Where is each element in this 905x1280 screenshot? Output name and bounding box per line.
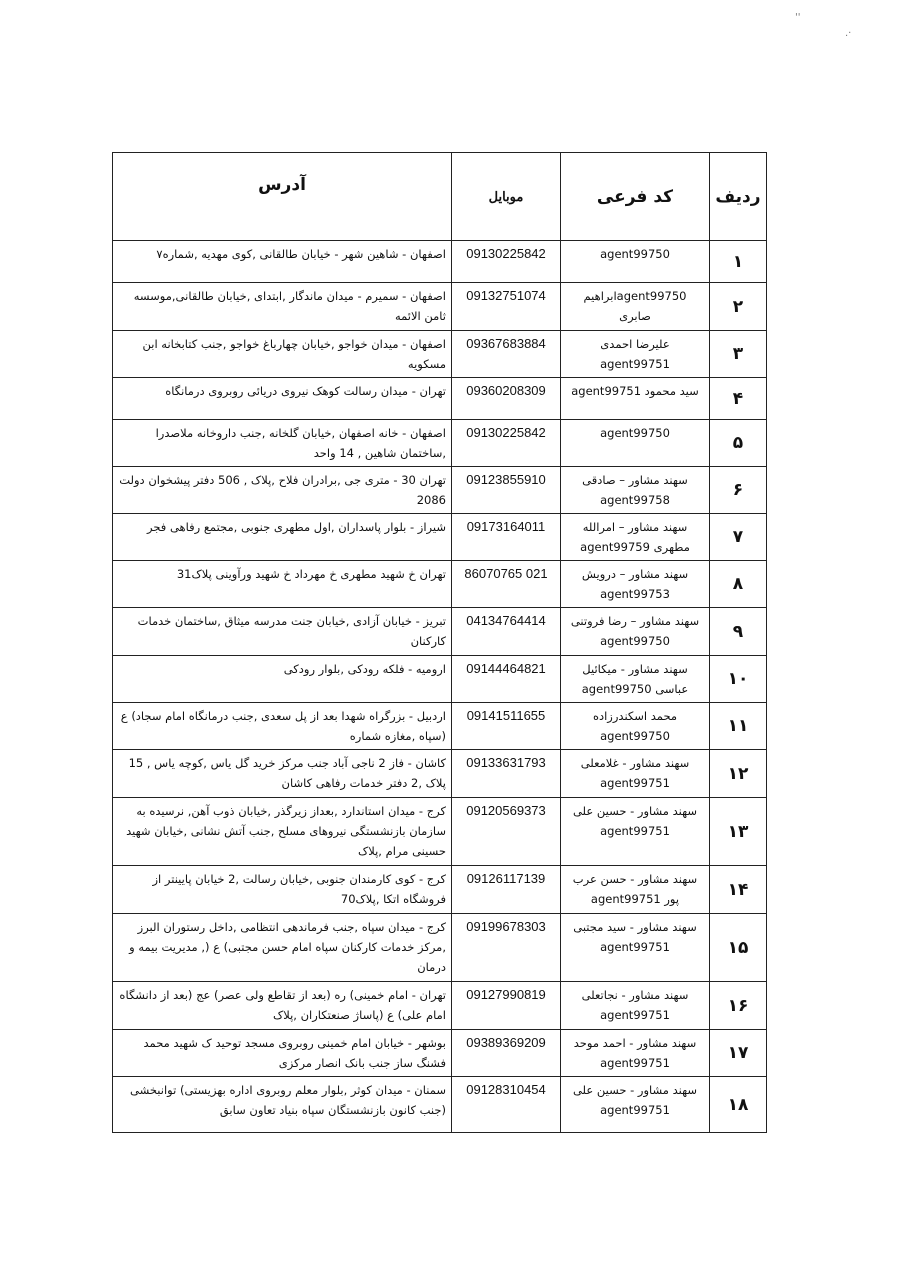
row-code: سهند مشاور - احمد موحد agent99751 xyxy=(561,1030,710,1077)
row-index: ۱۴ xyxy=(710,866,767,914)
row-index: ۶ xyxy=(710,467,767,514)
row-code: agent99750 xyxy=(561,241,710,283)
row-code: سهند مشاور – امرالله مطهری agent99759 xyxy=(561,514,710,561)
table-row xyxy=(113,1077,767,1133)
table-row xyxy=(113,283,767,331)
row-index: ۳ xyxy=(710,331,767,378)
row-address: ارومیه - فلکه رودکی ,بلوار رودکی xyxy=(113,656,452,703)
table-row xyxy=(113,561,767,608)
row-mobile: 09123855910 xyxy=(452,467,561,514)
row-address: کاشان - فاز 2 ناجی آباد جنب مرکز خرید گل یاس ,کوچه یاس , 15 پلاک ,2 دفتر خدمات رفاهی کاشان xyxy=(113,750,452,798)
row-index: ۷ xyxy=(710,514,767,561)
row-mobile: 09128310454 xyxy=(452,1077,561,1133)
row-address: سمنان - میدان کوثر ,بلوار معلم روبروی اداره بهزیستی) توانبخشی (جنب کانون بازنشستگان سپاه بنیاد تعاون سابق xyxy=(113,1077,452,1133)
row-index: ۱۸ xyxy=(710,1077,767,1133)
row-index: ۸ xyxy=(710,561,767,608)
row-address: اردبیل - بزرگراه شهدا بعد از پل سعدی ,جنب درمانگاه امام سجاد) ع (سپاه ,مغازه شماره xyxy=(113,703,452,750)
row-code: agent99750ابراهیم صابری xyxy=(561,283,710,331)
row-index: ۴ xyxy=(710,378,767,420)
row-index: ۹ xyxy=(710,608,767,656)
row-code: سهند مشاور - غلامعلی agent99751 xyxy=(561,750,710,798)
table-row xyxy=(113,703,767,750)
row-address: بوشهر - خیابان امام خمینی روبروی مسجد توحید ک شهید محمد فشنگ ساز جنب بانک انصار مرکزی xyxy=(113,1030,452,1077)
row-mobile: 09173164011 xyxy=(452,514,561,561)
row-index: ۱۷ xyxy=(710,1030,767,1077)
row-address: تهران - امام خمینی) ره (بعد از تقاطع ولی عصر) عج (بعد از دانشگاه امام علی) ع (پاساژ صنعتکاران ,پلاک xyxy=(113,982,452,1030)
table-row xyxy=(113,467,767,514)
row-address: کرج - کوی کارمندان جنوبی ,خیابان رسالت ,2 خیابان پایینتر از فروشگاه اتکا ,پلاک70 xyxy=(113,866,452,914)
table-row xyxy=(113,656,767,703)
row-address: تهران خ شهید مطهری خ مهرداد خ شهید ورآوینی پلاک31 xyxy=(113,561,452,608)
row-mobile: 09126117139 xyxy=(452,866,561,914)
row-index: ۱۳ xyxy=(710,798,767,866)
table-row xyxy=(113,514,767,561)
row-address: اصفهان - خانه اصفهان ,خیابان گلخانه ,جنب داروخانه ملاصدرا ,ساختمان شاهین , 14 واحد xyxy=(113,420,452,467)
table-row xyxy=(113,866,767,914)
agent-list-sheet xyxy=(112,152,767,1133)
row-mobile: 09144464821 xyxy=(452,656,561,703)
row-mobile: 09199678303 xyxy=(452,914,561,982)
table-row xyxy=(113,241,767,283)
table-header-row xyxy=(113,153,767,241)
row-code: سید محمود agent99751 xyxy=(561,378,710,420)
row-mobile: 09130225842 xyxy=(452,420,561,467)
row-code: سهند مشاور - حسن عرب پور agent99751 xyxy=(561,866,710,914)
header-mobile: موبایل xyxy=(452,153,561,241)
table-row xyxy=(113,750,767,798)
row-mobile: 09367683884 xyxy=(452,331,561,378)
header-code: کد فرعی xyxy=(561,153,710,241)
row-index: ۱۲ xyxy=(710,750,767,798)
table-body xyxy=(113,241,767,1133)
row-code: علیرضا احمدی agent99751 xyxy=(561,331,710,378)
row-mobile: 04134764414 xyxy=(452,608,561,656)
row-address: کرج - میدان سپاه ,جنب فرماندهی انتظامی ,داخل رستوران البرز ,مرکز خدمات کارکنان سپاه امام حسن مجتبی) ع (, مدیریت بیمه و درمان xyxy=(113,914,452,982)
table-row xyxy=(113,798,767,866)
header-address: آدرس xyxy=(113,153,452,241)
row-mobile: 09360208309 xyxy=(452,378,561,420)
row-code: سهند مشاور - حسین علی agent99751 xyxy=(561,798,710,866)
row-address: شیراز - بلوار پاسداران ,اول مطهری جنوبی ,مجتمع رفاهی فجر xyxy=(113,514,452,561)
row-index: ۲ xyxy=(710,283,767,331)
row-mobile: 09120569373 xyxy=(452,798,561,866)
row-index: ۵ xyxy=(710,420,767,467)
row-index: ۱۵ xyxy=(710,914,767,982)
row-code: agent99750 xyxy=(561,420,710,467)
row-index: ۱۶ xyxy=(710,982,767,1030)
row-mobile: 09389369209 xyxy=(452,1030,561,1077)
row-mobile: 09127990819 xyxy=(452,982,561,1030)
table-row xyxy=(113,331,767,378)
row-mobile: 09141511655 xyxy=(452,703,561,750)
row-code: سهند مشاور – رضا فروتنی agent99750 xyxy=(561,608,710,656)
table-row xyxy=(113,1030,767,1077)
row-index: ۱۱ xyxy=(710,703,767,750)
row-code: سهند مشاور - سید مجتبی agent99751 xyxy=(561,914,710,982)
row-code: محمد اسکندرزاده agent99750 xyxy=(561,703,710,750)
row-address: اصفهان - میدان خواجو ,خیابان چهارباغ خواجو ,جنب کتابخانه ابن مسکویه xyxy=(113,331,452,378)
row-address: کرج - میدان استاندارد ,بعداز زیرگذر ,خیابان ذوب آهن, نرسیده به سازمان بازنشستگی نیروهای مسلح ,جنب آتش نشانی ,خیابان شهید حسینی مرام ,پلاک xyxy=(113,798,452,866)
row-address: تبریز - خیابان آزادی ,خیابان جنت مدرسه میثاق ,ساختمان خدمات کارکنان xyxy=(113,608,452,656)
table-row xyxy=(113,378,767,420)
row-address: تهران - میدان رسالت کوهک نیروی دریائی روبروی درمانگاه xyxy=(113,378,452,420)
table-row xyxy=(113,982,767,1030)
row-mobile: 09133631793 xyxy=(452,750,561,798)
row-code: سهند مشاور - میکائیل عباسی agent99750 xyxy=(561,656,710,703)
row-code: سهند مشاور - نجاتعلی agent99751 xyxy=(561,982,710,1030)
row-address: اصفهان - شاهین شهر - خیابان طالقانی ,کوی مهدیه ,شماره۷ xyxy=(113,241,452,283)
row-code: سهند مشاور – صادقی agent99758 xyxy=(561,467,710,514)
table-row xyxy=(113,420,767,467)
table-row xyxy=(113,914,767,982)
row-mobile: 09130225842 xyxy=(452,241,561,283)
row-mobile: 86070765 021 xyxy=(452,561,561,608)
header-index: ردیف xyxy=(710,153,767,241)
row-code: سهند مشاور - حسین علی agent99751 xyxy=(561,1077,710,1133)
row-mobile: 09132751074 xyxy=(452,283,561,331)
row-index: ۱ xyxy=(710,241,767,283)
row-code: سهند مشاور – درویش agent99753 xyxy=(561,561,710,608)
row-address: اصفهان - سمیرم - میدان ماندگار ,ابتدای ,خیابان طالقانی,موسسه ثامن الائمه xyxy=(113,283,452,331)
row-address: تهران 30 - متری جی ,برادران فلاح ,پلاک , 506 دفتر پیشخوان دولت 2086 xyxy=(113,467,452,514)
agent-table xyxy=(112,152,767,1133)
scan-speck: '' xyxy=(795,12,801,23)
scan-speck: .· xyxy=(845,28,852,39)
table-row xyxy=(113,608,767,656)
row-index: ۱۰ xyxy=(710,656,767,703)
